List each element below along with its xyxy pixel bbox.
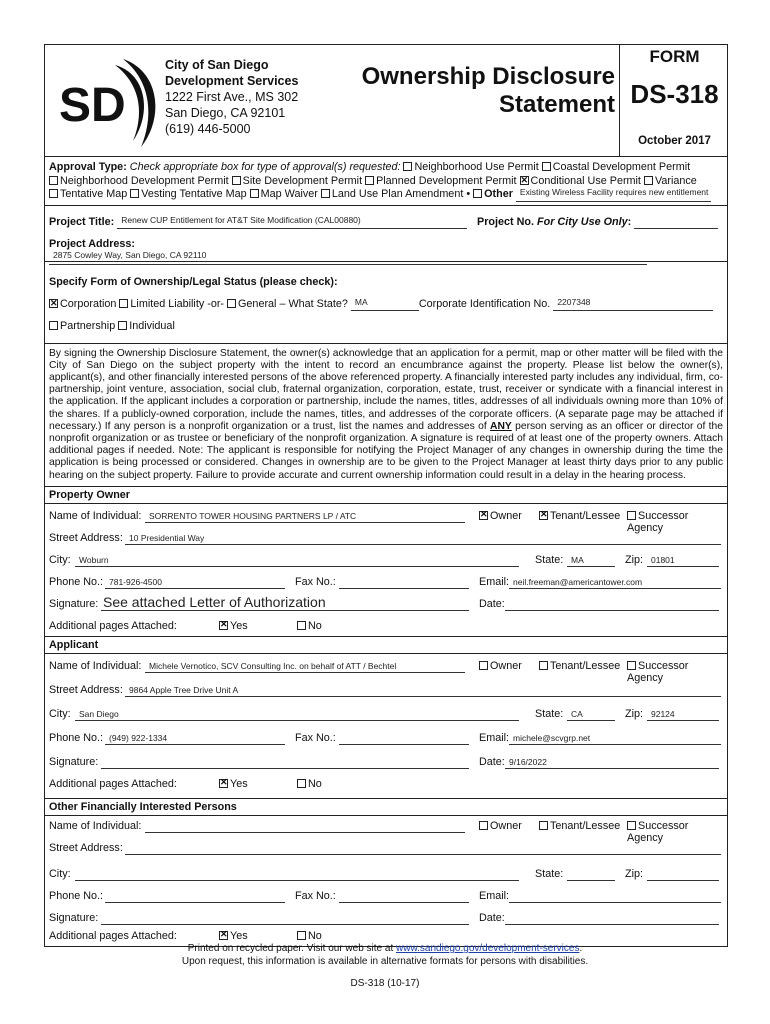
applicant-additional-yes-checkbox[interactable] <box>219 779 228 788</box>
other-street-field[interactable] <box>125 842 721 855</box>
applicant-zip-field[interactable] <box>647 708 719 721</box>
form-code: DS-318 (10-17) <box>350 978 420 989</box>
ownership-form-section <box>45 262 727 344</box>
owner-city-value: Woburn <box>79 554 109 565</box>
planned-dev-checkbox[interactable] <box>365 176 374 185</box>
applicant-additional-yes-label: Yes <box>230 777 248 790</box>
agency-dept: Development Services <box>165 74 299 88</box>
other-tenant-checkbox[interactable] <box>539 821 548 830</box>
form-header <box>45 45 727 157</box>
other-field[interactable] <box>516 189 711 202</box>
partnership-checkbox[interactable] <box>49 321 58 330</box>
applicant-email-field[interactable] <box>509 732 721 745</box>
applicant-successor-checkbox[interactable] <box>627 661 636 670</box>
owner-name-value: SORRENTO TOWER HOUSING PARTNERS LP / ATC <box>149 510 357 521</box>
vesting-map-checkbox[interactable] <box>130 189 139 198</box>
planned-dev-label: Planned Development Permit <box>376 174 517 187</box>
other-owner-checkbox[interactable] <box>479 821 488 830</box>
other-fax-field[interactable] <box>339 890 469 903</box>
coastal-dev-checkbox[interactable] <box>542 162 551 171</box>
applicant-tenant-label: Tenant/Lessee <box>550 659 621 672</box>
vesting-map-label: Vesting Tentative Map <box>141 188 247 200</box>
neighborhood-use-checkbox[interactable] <box>403 162 412 171</box>
owner-name-field[interactable] <box>145 510 465 523</box>
owner-date-field[interactable] <box>505 598 719 611</box>
coastal-dev-label: Coastal Development Permit <box>552 161 691 173</box>
applicant-fax-field[interactable] <box>339 732 469 745</box>
variance-checkbox[interactable] <box>644 176 653 185</box>
owner-additional-yes-checkbox[interactable] <box>219 621 228 630</box>
other-additional-no-label: No <box>308 929 322 942</box>
owner-city-label: City: <box>49 553 71 566</box>
owner-zip-value: 01801 <box>651 554 675 565</box>
agency-address <box>165 57 298 137</box>
individual-label: Individual <box>129 319 175 332</box>
form-frame <box>44 44 728 947</box>
owner-additional-label: Additional pages Attached: <box>49 619 177 632</box>
applicant-owner-label: Owner <box>490 659 522 672</box>
owner-tenant-checkbox[interactable] <box>539 511 548 520</box>
project-title-value: Renew CUP Entitlement for AT&T Site Modification (CAL00880) <box>121 214 361 225</box>
owner-date-label: Date: <box>479 597 505 610</box>
footer-accessibility: Upon request, this information is available in alternative formats for persons with disabilities. <box>181 956 589 967</box>
approval-label: Approval Type: <box>49 161 127 173</box>
conditional-use-checkbox[interactable] <box>520 176 529 185</box>
applicant-tenant-checkbox[interactable] <box>539 661 548 670</box>
other-persons-heading: Other Financially Interested Persons <box>45 798 727 816</box>
land-use-checkbox[interactable] <box>321 189 330 198</box>
applicant-state-label: State: <box>535 707 564 720</box>
variance-label: Variance <box>654 174 697 187</box>
owner-street-label: Street Address: <box>49 531 123 544</box>
form-label: FORM <box>649 47 700 66</box>
owner-email-field[interactable] <box>509 576 721 589</box>
owner-additional-no-label: No <box>308 619 322 632</box>
other-name-label: Name of Individual: <box>49 819 142 832</box>
other-tenant-label: Tenant/Lessee <box>550 819 621 832</box>
applicant-email-label: Email: <box>479 731 509 744</box>
disclosure-paragraph <box>45 344 727 487</box>
applicant-signature-label: Signature: <box>49 755 99 768</box>
page-footer <box>0 942 770 968</box>
other-email-field[interactable] <box>509 890 721 903</box>
city-logo <box>53 51 163 151</box>
applicant-zip-label: Zip: <box>625 707 643 720</box>
llc-label: Limited Liability -or- <box>130 297 225 310</box>
corp-id-field[interactable] <box>553 298 713 311</box>
other-city-label: City: <box>49 867 71 880</box>
applicant-additional-no-checkbox[interactable] <box>297 779 306 788</box>
owner-phone-value: 781-926-4500 <box>109 576 162 587</box>
other-date-label: Date: <box>479 911 505 924</box>
applicant-date-field[interactable] <box>505 756 719 769</box>
footer-prefix: Printed on recycled paper. Visit our web site at <box>187 943 394 954</box>
agency-phone: (619) 446-5000 <box>165 122 251 136</box>
owner-state-value: MA <box>571 554 584 565</box>
individual-checkbox[interactable] <box>118 321 127 330</box>
site-dev-checkbox[interactable] <box>232 176 241 185</box>
map-waiver-label: Map Waiver <box>260 188 318 200</box>
owner-street-value: 10 Presidential Way <box>129 532 205 543</box>
applicant-state-value: CA <box>571 708 583 719</box>
owner-owner-label: Owner <box>490 509 522 522</box>
owner-tenant-label: Tenant/Lessee <box>550 509 621 522</box>
neighborhood-dev-label: Neighborhood Development Permit <box>60 174 229 187</box>
general-checkbox[interactable] <box>227 299 236 308</box>
owner-signature-value: See attached Letter of Authorization <box>103 593 326 610</box>
owner-state-label: State: <box>535 553 564 566</box>
bullet-separator: • <box>466 188 471 200</box>
applicant-zip-value: 92124 <box>651 708 675 719</box>
agency-city: San Diego, CA 92101 <box>165 106 286 120</box>
applicant-successor-label: Successor Agency <box>627 659 689 684</box>
other-additional-yes-checkbox[interactable] <box>219 931 228 940</box>
other-fax-label: Fax No.: <box>295 889 336 902</box>
neighborhood-use-label: Neighborhood Use Permit <box>414 161 539 173</box>
state-value: MA <box>354 296 368 307</box>
applicant-city-label: City: <box>49 707 71 720</box>
owner-successor-label: Successor Agency <box>627 509 689 534</box>
other-state-label: State: <box>535 867 564 880</box>
title-line-1: Ownership Disclosure <box>361 63 615 90</box>
disclosure-part-2: person serving as an officer or director of the nonprofit organization or as trustee or beneficiary of the nonprofit organization. A signature is required of at least one of the property owners. Attach additional pages if needed. Note: The applicant is responsible for notifying the Project Manager of any changes in ownership during the time the application is being processed or considered. Changes in ownership are to be given to the Project Manager at least thirty days prior to any public hearing on the subject property. Failure to provide accurate and current ownership information could result in a delay in the hearing process. <box>49 420 723 481</box>
other-signature-field[interactable] <box>101 912 469 925</box>
corp-id-label: Corporate Identification No. <box>418 297 551 310</box>
applicant-state-field[interactable] <box>567 708 615 721</box>
other-successor-label: Successor Agency <box>627 819 689 844</box>
disclosure-part-1: By signing the Ownership Disclosure Statement, the owner(s) acknowledge that an application for a permit, map or other matter will be filed with the City of San Diego on the subject property with the intent to record an encumbrance against the property. Please list below the owner(s), applicant(s), and other financially interested persons of the above referenced property. A financially interested party includes any individual, firm, co-partnership, joint venture, association, social club, fraternal organization, corporation, estate, trust, receiver or syndicate with a financial interest in the application. If the applicant includes a corporation or partnership, include the names, titles, addresses of all individuals owning more than 10% of the shares. If a publicly-owned corporation, include the names, titles, and addresses of the corporate officers. (A separate page may be attached if necessary.) If any person is a nonprofit organization or a trust, list the names and addresses of <box>49 347 723 432</box>
corporation-checkbox[interactable] <box>49 299 58 308</box>
website-link[interactable]: www.sandiego.gov/development-services <box>396 943 580 954</box>
applicant-name-value: Michele Vernotico, SCV Consulting Inc. on behalf of ATT / Bechtel <box>149 660 397 671</box>
agency-name: City of San Diego <box>165 58 269 72</box>
owner-fax-label: Fax No.: <box>295 575 336 588</box>
owner-additional-no-checkbox[interactable] <box>297 621 306 630</box>
applicant-fax-label: Fax No.: <box>295 731 336 744</box>
applicant-additional-label: Additional pages Attached: <box>49 777 177 790</box>
other-additional-yes-label: Yes <box>230 929 248 942</box>
owner-fax-field[interactable] <box>339 576 469 589</box>
owner-email-label: Email: <box>479 575 509 588</box>
ownership-heading: Specify Form of Ownership/Legal Status (please check): <box>49 275 338 288</box>
other-state-field[interactable] <box>567 868 615 881</box>
state-field[interactable] <box>351 298 419 311</box>
applicant-date-label: Date: <box>479 755 505 768</box>
form-date: October 2017 <box>638 135 711 147</box>
applicant-city-value: San Diego <box>79 708 119 719</box>
owner-name-label: Name of Individual: <box>49 509 142 522</box>
applicant-city-field[interactable] <box>75 708 519 721</box>
neighborhood-dev-checkbox[interactable] <box>49 176 58 185</box>
owner-zip-field[interactable] <box>647 554 719 567</box>
owner-owner-checkbox[interactable] <box>479 511 488 520</box>
other-zip-field[interactable] <box>647 868 719 881</box>
owner-additional-yes-label: Yes <box>230 619 248 632</box>
footer-suffix: . <box>579 943 583 954</box>
applicant-block <box>45 654 727 798</box>
applicant-phone-label: Phone No.: <box>49 731 104 744</box>
applicant-street-field[interactable] <box>125 684 721 697</box>
partnership-label: Partnership <box>60 319 116 332</box>
project-no-hint: For City Use Only <box>537 215 628 228</box>
owner-zip-label: Zip: <box>625 553 643 566</box>
owner-successor-checkbox[interactable] <box>627 511 636 520</box>
other-owner-label: Owner <box>490 819 522 832</box>
other-phone-label: Phone No.: <box>49 889 104 902</box>
applicant-street-label: Street Address: <box>49 683 123 696</box>
tentative-map-label: Tentative Map <box>60 188 128 200</box>
logo-text: SD <box>59 79 126 132</box>
form-id-box <box>619 45 729 157</box>
site-dev-label: Site Development Permit <box>242 174 363 187</box>
other-additional-label: Additional pages Attached: <box>49 929 177 942</box>
owner-signature-label: Signature: <box>49 597 99 610</box>
form-number: DS-318 <box>630 79 719 109</box>
tentative-map-checkbox[interactable] <box>49 189 58 198</box>
approval-type-section <box>45 157 727 206</box>
corp-id-value: 2207348 <box>557 296 591 307</box>
applicant-name-field[interactable] <box>145 660 465 673</box>
project-section <box>45 206 727 262</box>
applicant-signature-field[interactable] <box>101 756 469 769</box>
applicant-phone-field[interactable] <box>105 732 285 745</box>
project-title-label: Project Title: <box>49 215 115 228</box>
disclosure-any: ANY <box>490 420 512 432</box>
other-email-label: Email: <box>479 889 509 902</box>
applicant-date-value: 9/16/2022 <box>509 756 547 767</box>
property-owner-heading: Property Owner <box>45 487 727 504</box>
other-persons-block <box>45 816 727 946</box>
other-date-field[interactable] <box>505 912 719 925</box>
form-title <box>335 63 615 119</box>
other-value: Existing Wireless Facility requires new entitlement <box>519 187 709 197</box>
applicant-email-value: michele@scvgrp.net <box>513 732 591 743</box>
other-successor-checkbox[interactable] <box>627 821 636 830</box>
map-waiver-checkbox[interactable] <box>250 189 259 198</box>
other-street-label: Street Address: <box>49 841 123 854</box>
owner-email-value: neil.freeman@americantower.com <box>513 576 643 587</box>
owner-city-field[interactable] <box>75 554 519 567</box>
applicant-street-value: 9864 Apple Tree Drive Unit A <box>129 684 239 695</box>
project-no-label: Project No. <box>477 215 534 228</box>
other-signature-label: Signature: <box>49 911 99 924</box>
other-label: Other <box>484 188 513 200</box>
applicant-additional-no-label: No <box>308 777 322 790</box>
other-city-field[interactable] <box>75 868 519 881</box>
project-address-label: Project Address: <box>49 237 136 250</box>
agency-street: 1222 First Ave., MS 302 <box>165 90 299 104</box>
general-label: General – What State? <box>238 297 348 310</box>
other-checkbox[interactable] <box>473 189 482 198</box>
owner-state-field[interactable] <box>567 554 615 567</box>
applicant-name-label: Name of Individual: <box>49 659 142 672</box>
applicant-owner-checkbox[interactable] <box>479 661 488 670</box>
conditional-use-label: Conditional Use Permit <box>530 174 641 187</box>
other-additional-no-checkbox[interactable] <box>297 931 306 940</box>
applicant-phone-value: (949) 922-1334 <box>109 732 168 743</box>
project-title-field[interactable] <box>117 216 467 229</box>
other-phone-field[interactable] <box>105 890 285 903</box>
land-use-label: Land Use Plan Amendment <box>331 188 464 200</box>
project-no-colon: : <box>627 215 632 228</box>
other-zip-label: Zip: <box>625 867 643 880</box>
owner-phone-label: Phone No.: <box>49 575 104 588</box>
corporation-label: Corporation <box>60 297 117 310</box>
title-line-2: Statement <box>498 91 615 118</box>
other-name-field[interactable] <box>145 820 465 833</box>
property-owner-block <box>45 504 727 636</box>
owner-street-field[interactable] <box>125 532 721 545</box>
owner-phone-field[interactable] <box>105 576 285 589</box>
approval-instruction: Check appropriate box for type of approval(s) requested: <box>129 161 401 173</box>
applicant-heading: Applicant <box>45 636 727 654</box>
owner-signature-field[interactable] <box>101 593 469 611</box>
project-no-field[interactable] <box>634 216 718 229</box>
llc-checkbox[interactable] <box>119 299 128 308</box>
project-address-value: 2875 Cowley Way, San Diego, CA 92110 <box>53 250 207 260</box>
